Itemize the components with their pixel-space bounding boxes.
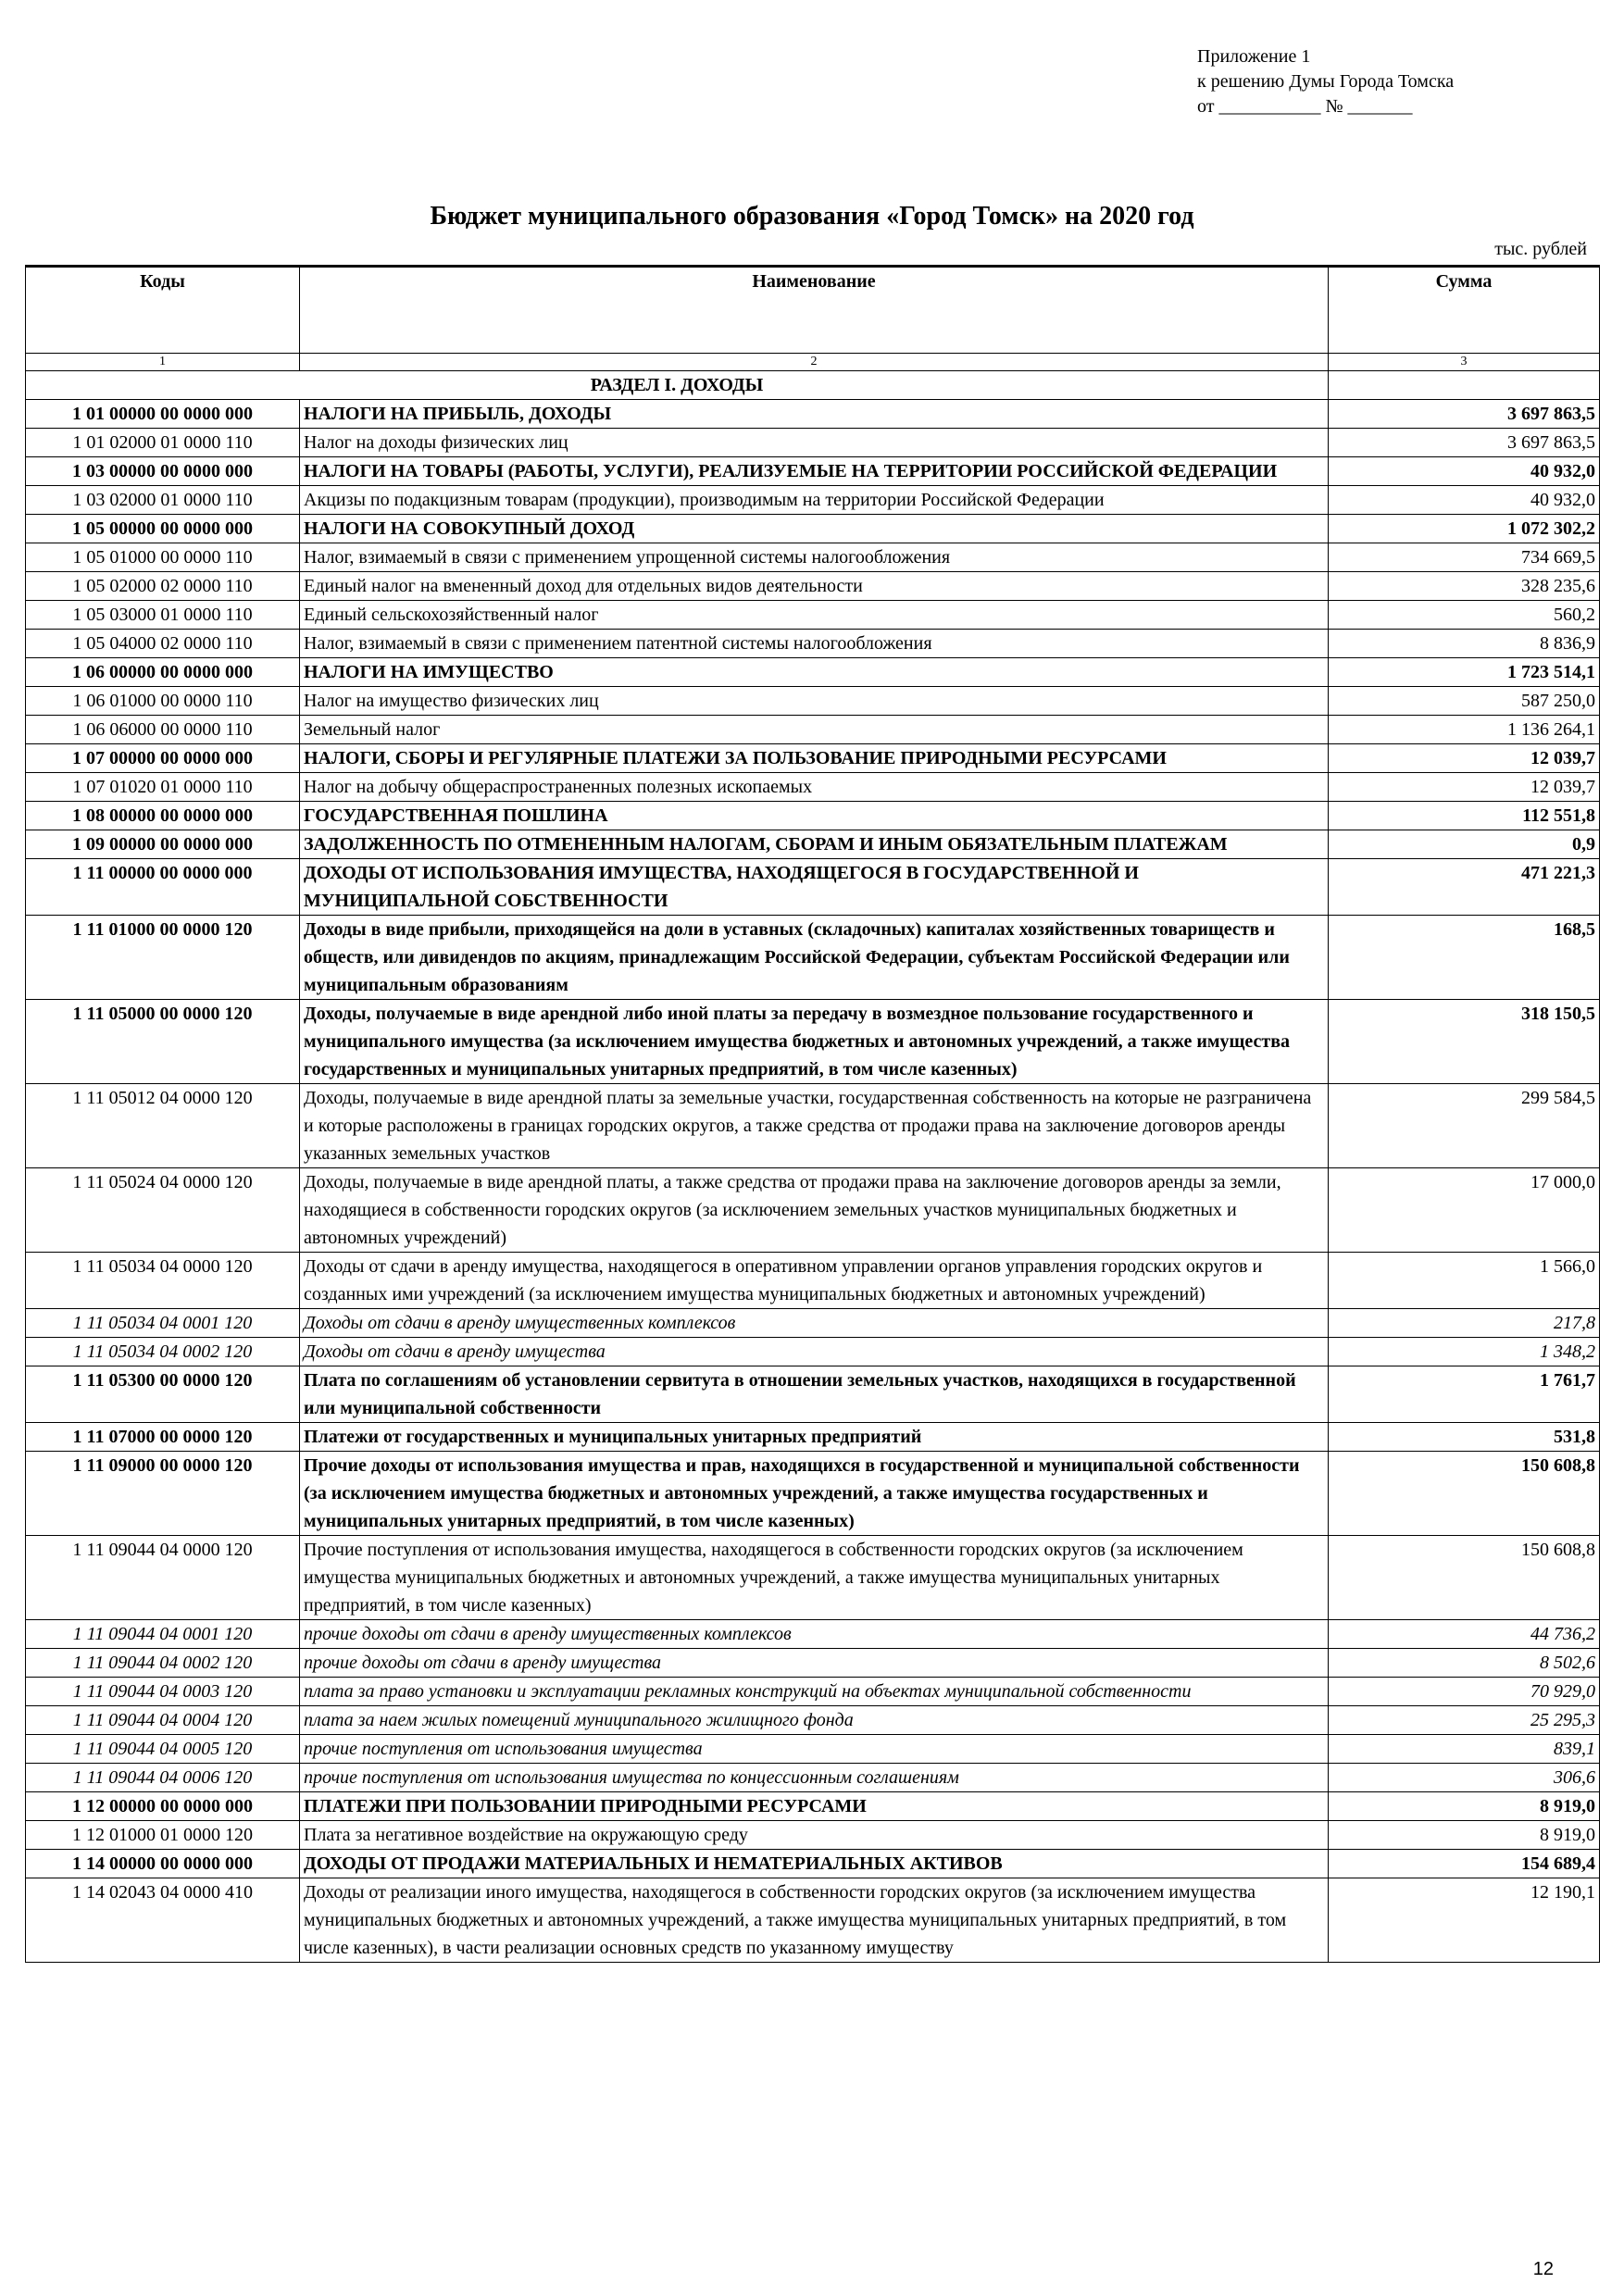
- table-row: [26, 744, 1600, 773]
- row-sum: 150 608,8: [1329, 1452, 1600, 1536]
- section-title: РАЗДЕЛ I. ДОХОДЫ: [26, 371, 1329, 400]
- table-row: [26, 1878, 1600, 1963]
- row-name: НАЛОГИ НА ИМУЩЕСТВО: [300, 658, 1329, 687]
- row-sum: 8 919,0: [1329, 1821, 1600, 1850]
- row-sum: 8 836,9: [1329, 630, 1600, 658]
- table-row: [26, 1649, 1600, 1678]
- row-code: 1 14 00000 00 0000 000: [26, 1850, 300, 1878]
- row-sum: 17 000,0: [1329, 1168, 1600, 1253]
- table-row: [26, 687, 1600, 716]
- row-name: НАЛОГИ, СБОРЫ И РЕГУЛЯРНЫЕ ПЛАТЕЖИ ЗА ПОЛЬЗОВАНИЕ ПРИРОДНЫМИ РЕСУРСАМИ: [300, 744, 1329, 773]
- column-number-2: 2: [300, 354, 1329, 371]
- row-name: Налог, взимаемый в связи с применением упрощенной системы налогообложения: [300, 543, 1329, 572]
- row-code: 1 11 05012 04 0000 120: [26, 1084, 300, 1168]
- row-code: 1 06 00000 00 0000 000: [26, 658, 300, 687]
- section-row: [26, 371, 1600, 400]
- table-row: [26, 1423, 1600, 1452]
- row-name: плата за право установки и эксплуатации рекламных конструкций на объектах муниципальной собственности: [300, 1678, 1329, 1706]
- row-name: Доходы в виде прибыли, приходящейся на доли в уставных (складочных) капиталах хозяйственных товариществ и обществ, или дивидендов по акциям, принадлежащим Российской Федерации, субъектам Российской Федерации или муниципальным образованиям: [300, 916, 1329, 1000]
- row-sum: 168,5: [1329, 916, 1600, 1000]
- row-name: Доходы от сдачи в аренду имущества: [300, 1338, 1329, 1366]
- header-name: Наименование: [300, 267, 1329, 354]
- row-name: ГОСУДАРСТВЕННАЯ ПОШЛИНА: [300, 802, 1329, 830]
- table-row: [26, 486, 1600, 515]
- column-number-3: 3: [1329, 354, 1600, 371]
- row-name: прочие доходы от сдачи в аренду имущества: [300, 1649, 1329, 1678]
- row-code: 1 06 01000 00 0000 110: [26, 687, 300, 716]
- row-code: 1 05 04000 02 0000 110: [26, 630, 300, 658]
- row-name: Платежи от государственных и муниципальных унитарных предприятий: [300, 1423, 1329, 1452]
- row-code: 1 11 05034 04 0002 120: [26, 1338, 300, 1366]
- table-row: [26, 601, 1600, 630]
- row-name: Единый сельскохозяйственный налог: [300, 601, 1329, 630]
- row-name: Налог на имущество физических лиц: [300, 687, 1329, 716]
- row-name: Земельный налог: [300, 716, 1329, 744]
- row-sum: 40 932,0: [1329, 457, 1600, 486]
- header-codes: Коды: [26, 267, 300, 354]
- appendix-note: [1197, 44, 1454, 119]
- row-sum: 1 761,7: [1329, 1366, 1600, 1423]
- row-code: 1 05 01000 00 0000 110: [26, 543, 300, 572]
- table-row: [26, 1821, 1600, 1850]
- row-code: 1 11 05034 04 0001 120: [26, 1309, 300, 1338]
- row-sum: 25 295,3: [1329, 1706, 1600, 1735]
- row-code: 1 06 06000 00 0000 110: [26, 716, 300, 744]
- row-name: Доходы, получаемые в виде арендной либо иной платы за передачу в возмездное пользование государственного и муниципального имущества (за исключением имущества бюджетных и автономных учреждений, а также имущества государственных и муниципальных унитарных предприятий, в том числе казенных): [300, 1000, 1329, 1084]
- row-sum: 0,9: [1329, 830, 1600, 859]
- row-name: плата за наем жилых помещений муниципального жилищного фонда: [300, 1706, 1329, 1735]
- table-row: [26, 1168, 1600, 1253]
- column-number-row: [26, 354, 1600, 371]
- row-sum: 12 190,1: [1329, 1878, 1600, 1963]
- row-name: НАЛОГИ НА ТОВАРЫ (РАБОТЫ, УСЛУГИ), РЕАЛИЗУЕМЫЕ НА ТЕРРИТОРИИ РОССИЙСКОЙ ФЕДЕРАЦИИ: [300, 457, 1329, 486]
- row-code: 1 14 02043 04 0000 410: [26, 1878, 300, 1963]
- row-name: Налог, взимаемый в связи с применением патентной системы налогообложения: [300, 630, 1329, 658]
- row-sum: 587 250,0: [1329, 687, 1600, 716]
- table-row: [26, 1706, 1600, 1735]
- row-code: 1 07 00000 00 0000 000: [26, 744, 300, 773]
- row-code: 1 11 09044 04 0005 120: [26, 1735, 300, 1764]
- row-code: 1 11 09044 04 0003 120: [26, 1678, 300, 1706]
- table-row: [26, 773, 1600, 802]
- appendix-line-3: от ___________ № _______: [1197, 96, 1413, 117]
- row-code: 1 05 02000 02 0000 110: [26, 572, 300, 601]
- row-sum: 734 669,5: [1329, 543, 1600, 572]
- row-code: 1 11 05034 04 0000 120: [26, 1253, 300, 1309]
- row-sum: 217,8: [1329, 1309, 1600, 1338]
- row-code: 1 09 00000 00 0000 000: [26, 830, 300, 859]
- row-code: 1 12 00000 00 0000 000: [26, 1792, 300, 1821]
- row-sum: 1 723 514,1: [1329, 658, 1600, 687]
- row-sum: 12 039,7: [1329, 744, 1600, 773]
- row-sum: 8 502,6: [1329, 1649, 1600, 1678]
- row-sum: 1 348,2: [1329, 1338, 1600, 1366]
- row-code: 1 11 09044 04 0006 120: [26, 1764, 300, 1792]
- row-code: 1 11 00000 00 0000 000: [26, 859, 300, 916]
- row-name: Прочие доходы от использования имущества и прав, находящихся в государственной и муниципальной собственности (за исключением имущества бюджетных и автономных учреждений, а также имущества государственных и муниципальных унитарных предприятий, в том числе казенных): [300, 1452, 1329, 1536]
- row-sum: 328 235,6: [1329, 572, 1600, 601]
- row-code: 1 11 09044 04 0004 120: [26, 1706, 300, 1735]
- row-sum: 839,1: [1329, 1735, 1600, 1764]
- row-sum: 560,2: [1329, 601, 1600, 630]
- row-sum: 112 551,8: [1329, 802, 1600, 830]
- row-code: 1 11 07000 00 0000 120: [26, 1423, 300, 1452]
- row-code: 1 05 03000 01 0000 110: [26, 601, 300, 630]
- row-code: 1 03 00000 00 0000 000: [26, 457, 300, 486]
- table-row: [26, 859, 1600, 916]
- table-row: [26, 1338, 1600, 1366]
- row-sum: 318 150,5: [1329, 1000, 1600, 1084]
- row-code: 1 11 05300 00 0000 120: [26, 1366, 300, 1423]
- table-row: [26, 543, 1600, 572]
- row-sum: 3 697 863,5: [1329, 429, 1600, 457]
- row-sum: 1 072 302,2: [1329, 515, 1600, 543]
- row-name: ПЛАТЕЖИ ПРИ ПОЛЬЗОВАНИИ ПРИРОДНЫМИ РЕСУРСАМИ: [300, 1792, 1329, 1821]
- table-row: [26, 1764, 1600, 1792]
- row-code: 1 07 01020 01 0000 110: [26, 773, 300, 802]
- header-row: [26, 267, 1600, 354]
- row-name: Акцизы по подакцизным товарам (продукции), производимым на территории Российской Федерации: [300, 486, 1329, 515]
- row-code: 1 11 05000 00 0000 120: [26, 1000, 300, 1084]
- row-name: Доходы, получаемые в виде арендной платы за земельные участки, государственная собственность на которые не разграничена и которые расположены в границах городских округов, а также средства от продажи права на заключение договоров аренды указанных земельных участков: [300, 1084, 1329, 1168]
- budget-table: [25, 265, 1600, 1963]
- table-row: [26, 716, 1600, 744]
- table-row: [26, 1620, 1600, 1649]
- row-sum: 70 929,0: [1329, 1678, 1600, 1706]
- row-sum: 8 919,0: [1329, 1792, 1600, 1821]
- row-sum: 306,6: [1329, 1764, 1600, 1792]
- table-row: [26, 802, 1600, 830]
- row-name: Доходы от сдачи в аренду имущественных комплексов: [300, 1309, 1329, 1338]
- row-name: НАЛОГИ НА ПРИБЫЛЬ, ДОХОДЫ: [300, 400, 1329, 429]
- row-name: прочие поступления от использования имущества: [300, 1735, 1329, 1764]
- table-row: [26, 658, 1600, 687]
- table-row: [26, 1452, 1600, 1536]
- table-row: [26, 1253, 1600, 1309]
- row-name: Плата за негативное воздействие на окружающую среду: [300, 1821, 1329, 1850]
- table-row: [26, 916, 1600, 1000]
- section-sum-cell: [1329, 371, 1600, 400]
- row-code: 1 01 02000 01 0000 110: [26, 429, 300, 457]
- row-code: 1 08 00000 00 0000 000: [26, 802, 300, 830]
- appendix-line-2: к решению Думы Города Томска: [1197, 71, 1455, 92]
- table-row: [26, 515, 1600, 543]
- row-code: 1 11 09044 04 0000 120: [26, 1536, 300, 1620]
- row-name: ДОХОДЫ ОТ ИСПОЛЬЗОВАНИЯ ИМУЩЕСТВА, НАХОДЯЩЕГОСЯ В ГОСУДАРСТВЕННОЙ И МУНИЦИПАЛЬНОЙ СОБСТВЕННОСТИ: [300, 859, 1329, 916]
- row-sum: 150 608,8: [1329, 1536, 1600, 1620]
- table-row: [26, 429, 1600, 457]
- row-code: 1 03 02000 01 0000 110: [26, 486, 300, 515]
- row-sum: 44 736,2: [1329, 1620, 1600, 1649]
- row-name: Доходы, получаемые в виде арендной платы, а также средства от продажи права на заключение договоров аренды за земли, находящиеся в собственности городских округов (за исключением земельных участков муниципальных бюджетных и автономных учреждений): [300, 1168, 1329, 1253]
- appendix-line-1: Приложение 1: [1197, 46, 1311, 67]
- document-title: Бюджет муниципального образования «Город Томск» на 2020 год: [430, 202, 1194, 231]
- row-code: 1 11 01000 00 0000 120: [26, 916, 300, 1000]
- table-row: [26, 1084, 1600, 1168]
- table-row: [26, 457, 1600, 486]
- row-sum: 299 584,5: [1329, 1084, 1600, 1168]
- table-row: [26, 1678, 1600, 1706]
- table-row: [26, 1309, 1600, 1338]
- row-sum: 1 566,0: [1329, 1253, 1600, 1309]
- table-row: [26, 1000, 1600, 1084]
- table-row: [26, 1366, 1600, 1423]
- table-row: [26, 630, 1600, 658]
- page-number: 12: [1532, 2259, 1554, 2279]
- units-label: тыс. рублей: [1494, 239, 1587, 259]
- table-row: [26, 1850, 1600, 1878]
- row-name: Единый налог на вмененный доход для отдельных видов деятельности: [300, 572, 1329, 601]
- row-code: 1 11 09000 00 0000 120: [26, 1452, 300, 1536]
- table-row: [26, 830, 1600, 859]
- header-sum: Сумма: [1329, 267, 1600, 354]
- row-sum: 1 136 264,1: [1329, 716, 1600, 744]
- row-code: 1 11 05024 04 0000 120: [26, 1168, 300, 1253]
- row-name: Прочие поступления от использования имущества, находящегося в собственности городских округов (за исключением имущества муниципальных бюджетных и автономных учреждений, а также имущества муниципальных унитарных предприятий, в том числе казенных): [300, 1536, 1329, 1620]
- table-row: [26, 572, 1600, 601]
- row-name: ДОХОДЫ ОТ ПРОДАЖИ МАТЕРИАЛЬНЫХ И НЕМАТЕРИАЛЬНЫХ АКТИВОВ: [300, 1850, 1329, 1878]
- row-name: Доходы от реализации иного имущества, находящегося в собственности городских округов (за исключением имущества муниципальных бюджетных и автономных учреждений, а также имущества муниципальных унитарных предприятий, в том числе казенных), в части реализации основных средств по указанному имуществу: [300, 1878, 1329, 1963]
- row-name: прочие доходы от сдачи в аренду имущественных комплексов: [300, 1620, 1329, 1649]
- row-sum: 12 039,7: [1329, 773, 1600, 802]
- row-code: 1 11 09044 04 0002 120: [26, 1649, 300, 1678]
- row-sum: 3 697 863,5: [1329, 400, 1600, 429]
- row-name: ЗАДОЛЖЕННОСТЬ ПО ОТМЕНЕННЫМ НАЛОГАМ, СБОРАМ И ИНЫМ ОБЯЗАТЕЛЬНЫМ ПЛАТЕЖАМ: [300, 830, 1329, 859]
- row-sum: 531,8: [1329, 1423, 1600, 1452]
- column-number-1: 1: [26, 354, 300, 371]
- row-name: Доходы от сдачи в аренду имущества, находящегося в оперативном управлении органов управления городских округов и созданных ими учреждений (за исключением имущества муниципальных бюджетных и автономных учреждений): [300, 1253, 1329, 1309]
- table-row: [26, 1735, 1600, 1764]
- table-row: [26, 400, 1600, 429]
- table-row: [26, 1792, 1600, 1821]
- row-name: НАЛОГИ НА СОВОКУПНЫЙ ДОХОД: [300, 515, 1329, 543]
- row-name: Плата по соглашениям об установлении сервитута в отношении земельных участков, находящихся в государственной или муниципальной собственности: [300, 1366, 1329, 1423]
- row-code: 1 01 00000 00 0000 000: [26, 400, 300, 429]
- row-code: 1 11 09044 04 0001 120: [26, 1620, 300, 1649]
- row-code: 1 05 00000 00 0000 000: [26, 515, 300, 543]
- row-name: Налог на добычу общераспространенных полезных ископаемых: [300, 773, 1329, 802]
- row-name: Налог на доходы физических лиц: [300, 429, 1329, 457]
- row-sum: 40 932,0: [1329, 486, 1600, 515]
- row-code: 1 12 01000 01 0000 120: [26, 1821, 300, 1850]
- table-row: [26, 1536, 1600, 1620]
- row-sum: 471 221,3: [1329, 859, 1600, 916]
- row-sum: 154 689,4: [1329, 1850, 1600, 1878]
- row-name: прочие поступления от использования имущества по концессионным соглашениям: [300, 1764, 1329, 1792]
